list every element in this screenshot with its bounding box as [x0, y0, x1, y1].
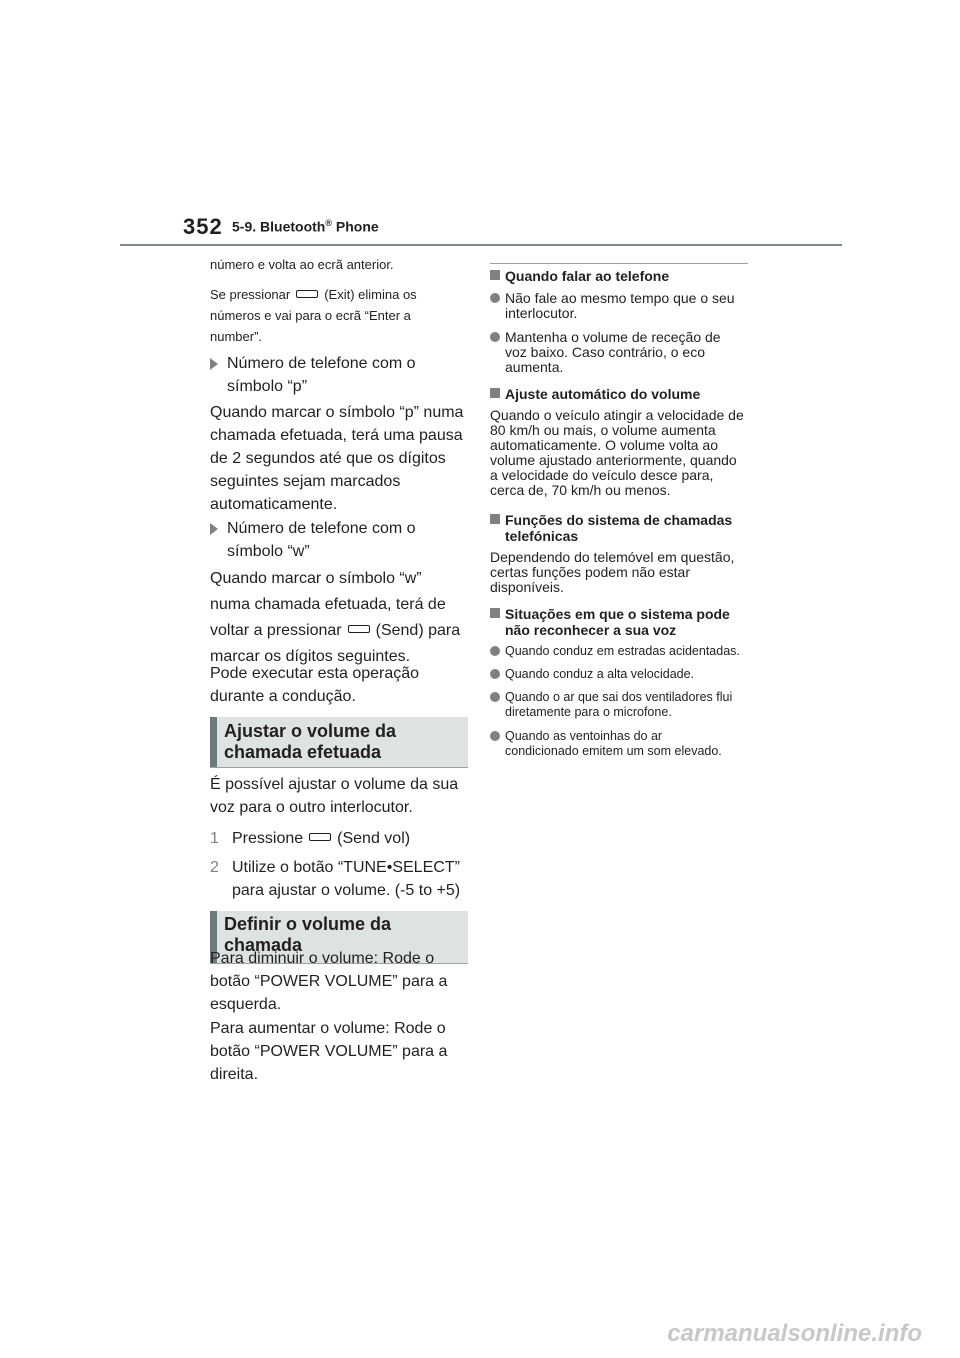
exit-before: Se pressionar — [210, 287, 291, 302]
section-title-suffix: Phone — [331, 218, 379, 235]
bullet-text: Quando conduz a alta velocidade. — [490, 667, 750, 682]
send-button-icon — [348, 625, 370, 633]
note-heading — [490, 512, 745, 544]
round-bullet-icon — [490, 293, 500, 303]
note-heading-text: Situações em que o sistema pode não reconhecer a sua voz — [505, 606, 730, 638]
w-description — [210, 566, 470, 670]
heading-adjust-volume — [210, 717, 468, 768]
header-divider — [120, 244, 842, 246]
subheading-p-text: Número de telefone com o símbolo “p” — [227, 355, 416, 395]
heading-adjust-text: Ajustar o volume da chamada efetuada — [224, 721, 397, 762]
heading-accent-bar — [210, 717, 217, 767]
note-heading — [490, 268, 750, 284]
square-bullet-icon — [490, 388, 500, 398]
note-paragraph-text: Quando o veículo atingir a velocidade de 80 km/h ou mais, o volume aumenta automaticamente. O volume volta ao volume ajustado anteriormente, quando a velocidade do veículo desce para, cerca de, 70 km/h ou menos. — [490, 407, 744, 498]
bullet-text: Mantenha o volume de receção de voz baixo. Caso contrário, o eco aumenta. — [490, 330, 745, 375]
exit-after: (Exit) elimina os — [324, 287, 417, 302]
step-number: 2 — [210, 859, 219, 876]
registered-mark: ® — [325, 218, 332, 228]
step-2-text: Utilize o botão “TUNE•SELECT” para ajustar o volume. (-5 to +5) — [232, 859, 461, 899]
section-title-prefix: 5-9. Bluetooth — [232, 218, 326, 235]
step-1 — [210, 827, 470, 850]
note-heading — [490, 386, 750, 402]
round-bullet-icon — [490, 731, 500, 741]
square-bullet-icon — [490, 514, 500, 524]
bullet-text: Quando o ar que sai dos ventiladores flui diretamente para o microfone. — [490, 690, 735, 720]
round-bullet-icon — [490, 646, 500, 656]
exit-line3: number”. — [210, 329, 263, 344]
w-line2: numa chamada efetuada, terá de — [210, 596, 446, 613]
section-title — [232, 218, 379, 235]
bullet-text: Quando as ventoinhas do ar condicionado emitem um som elevado. — [490, 729, 735, 759]
exit-button-icon — [296, 290, 318, 298]
w-line1: Quando marcar o símbolo “w” — [210, 570, 422, 587]
bullet-text: Não fale ao mesmo tempo que o seu interlocutor. — [490, 291, 745, 321]
subheading-w-text: Número de telefone com o símbolo “w” — [227, 520, 416, 560]
round-bullet-icon — [490, 669, 500, 679]
step-number: 1 — [210, 830, 219, 847]
note-paragraph-text: Dependendo do telemóvel em questão, certas funções podem não estar disponíveis. — [490, 549, 735, 595]
w-after: (Send) para — [375, 622, 461, 639]
adjust-text: É possível ajustar o volume da sua voz para o outro interlocutor. — [210, 776, 459, 816]
note-heading-text: Quando falar ao telefone — [505, 268, 670, 284]
increase-text: Para aumentar o volume: Rode o botão “POWER VOLUME” para a direita. — [210, 1020, 448, 1083]
step-1-text — [210, 827, 470, 850]
w-line4: marcar os dígitos seguintes. — [210, 648, 411, 665]
w-before: voltar a pressionar — [210, 622, 342, 639]
exit-paragraph — [210, 284, 470, 347]
right-column-divider — [490, 263, 748, 264]
heading-define-text: Definir o volume da chamada — [224, 914, 392, 955]
send-vol-button-icon — [309, 833, 331, 841]
note-heading — [490, 606, 745, 638]
drive-text: Pode executar esta operação durante a condução. — [210, 665, 420, 705]
square-bullet-icon — [490, 270, 500, 280]
w-line3 — [210, 618, 470, 644]
watermark: carmanualsonline.info — [667, 1320, 922, 1347]
exit-line2: números e vai para o ecrã “Enter a — [210, 308, 411, 323]
step-2 — [210, 856, 470, 902]
p-description: Quando marcar o símbolo “p” numa chamada efetuada, terá uma pausa de 2 segundos até que os dígitos seguintes sejam marcados automaticamente. — [210, 404, 464, 513]
page-number: 352 — [183, 214, 223, 239]
bullet-text: Quando conduz em estradas acidentadas. — [490, 644, 755, 659]
note-heading-text: Funções do sistema de chamadas telefónicas — [505, 512, 733, 544]
round-bullet-icon — [490, 692, 500, 702]
exit-line1 — [210, 284, 470, 305]
step-1-after: (Send vol) — [337, 830, 411, 847]
step-1-before: Pressione — [232, 830, 304, 847]
square-bullet-icon — [490, 608, 500, 618]
note-heading-text: Ajuste automático do volume — [505, 386, 701, 402]
round-bullet-icon — [490, 332, 500, 342]
intro-text: número e volta ao ecrã anterior. — [210, 257, 394, 272]
decrease-text: Para diminuir o volume: Rode o botão “POWER VOLUME” para a esquerda. — [210, 950, 448, 1013]
